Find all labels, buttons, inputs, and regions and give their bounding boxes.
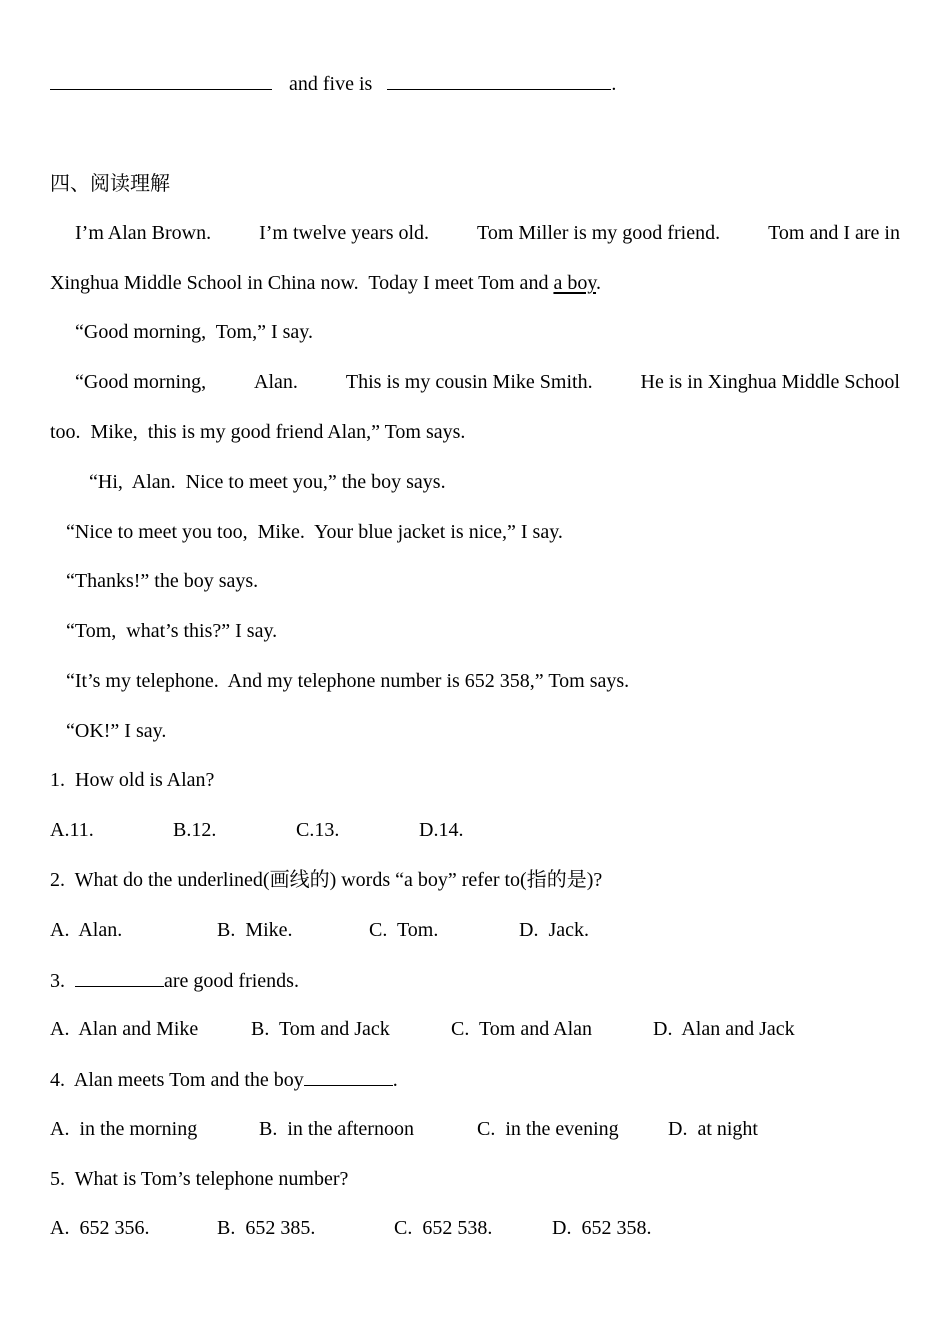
passage-line: “OK!” I say. [66,720,167,742]
question-stem: 1. How old is Alan? [50,769,215,791]
question-stem-prefix: 3. [50,970,75,992]
question-stem: 2. What do the underlined(画线的) words “a boy” refer to(指的是)? [50,869,603,891]
option-b[interactable]: B. 652 385. [217,1217,316,1239]
passage-phrase: “Good morning, [75,371,207,393]
answer-blank[interactable] [304,1067,393,1086]
options-row [0,818,950,842]
option-c[interactable]: C. 652 538. [394,1217,493,1239]
passage-line [75,221,900,245]
option-d[interactable]: D. at night [668,1118,758,1140]
passage-line: “Hi, Alan. Nice to meet you,” the boy says. [89,471,446,493]
answer-blank[interactable] [50,71,272,90]
passage-line: “Tom, what’s this?” I say. [66,620,278,642]
answer-blank[interactable] [387,71,611,90]
passage-line: “It’s my telephone. And my telephone number is 652 358,” Tom says. [66,670,630,692]
underlined-words: a boy [553,272,597,294]
option-d[interactable]: D. Jack. [519,919,589,941]
passage-line: too. Mike, this is my good friend Alan,” Tom says. [50,421,466,443]
option-a[interactable]: A. Alan and Mike [50,1018,199,1040]
options-row [0,1117,950,1141]
option-d[interactable]: D. Alan and Jack [653,1018,795,1040]
option-a[interactable]: A. in the morning [50,1118,198,1140]
passage-phrase: I’m Alan Brown. [75,222,212,244]
option-b[interactable]: B. in the afternoon [259,1118,414,1140]
option-a[interactable]: A.11. [50,819,94,841]
passage-phrase: Tom Miller is my good friend. [477,222,721,244]
option-c[interactable]: C.13. [296,819,340,841]
option-b[interactable]: B.12. [173,819,217,841]
fill-in-end: . [611,73,617,95]
question-stem-suffix: are good friends. [164,970,299,992]
option-d[interactable]: D.14. [419,819,464,841]
passage-text: Xinghua Middle School in China now. Today I meet Tom and [50,272,554,294]
option-a[interactable]: A. Alan. [50,919,123,941]
passage-phrase: He is in Xinghua Middle School [640,371,900,393]
answer-blank[interactable] [75,968,164,987]
question-stem [50,968,299,992]
passage-line: “Nice to meet you too, Mike. Your blue jacket is nice,” I say. [66,521,563,543]
option-d[interactable]: D. 652 358. [552,1217,652,1239]
passage-line: “Thanks!” the boy says. [66,570,259,592]
option-b[interactable]: B. Tom and Jack [251,1018,390,1040]
passage-phrase: This is my cousin Mike Smith. [345,371,593,393]
passage-text: . [596,272,602,294]
options-row [0,1216,950,1240]
fill-in-text: and five is [289,73,373,95]
option-c[interactable]: C. in the evening [477,1118,619,1140]
options-row [0,918,950,942]
option-a[interactable]: A. 652 356. [50,1217,150,1239]
passage-line [75,370,900,394]
passage-phrase: Tom and I are in [768,222,900,244]
passage-line: “Good morning, Tom,” I say. [75,321,314,343]
question-stem-prefix: 4. Alan meets Tom and the boy [50,1069,304,1091]
option-b[interactable]: B. Mike. [217,919,293,941]
option-c[interactable]: C. Tom. [369,919,439,941]
section-title: 四、阅读理解 [50,173,170,195]
question-stem: 5. What is Tom’s telephone number? [50,1168,349,1190]
passage-phrase: Alan. [254,371,298,393]
passage-line [50,271,601,295]
passage-phrase: I’m twelve years old. [259,222,430,244]
option-c[interactable]: C. Tom and Alan [451,1018,593,1040]
options-row [0,1017,950,1041]
fill-in-line [50,71,616,95]
question-stem [50,1067,398,1091]
question-stem-suffix: . [392,1069,398,1091]
